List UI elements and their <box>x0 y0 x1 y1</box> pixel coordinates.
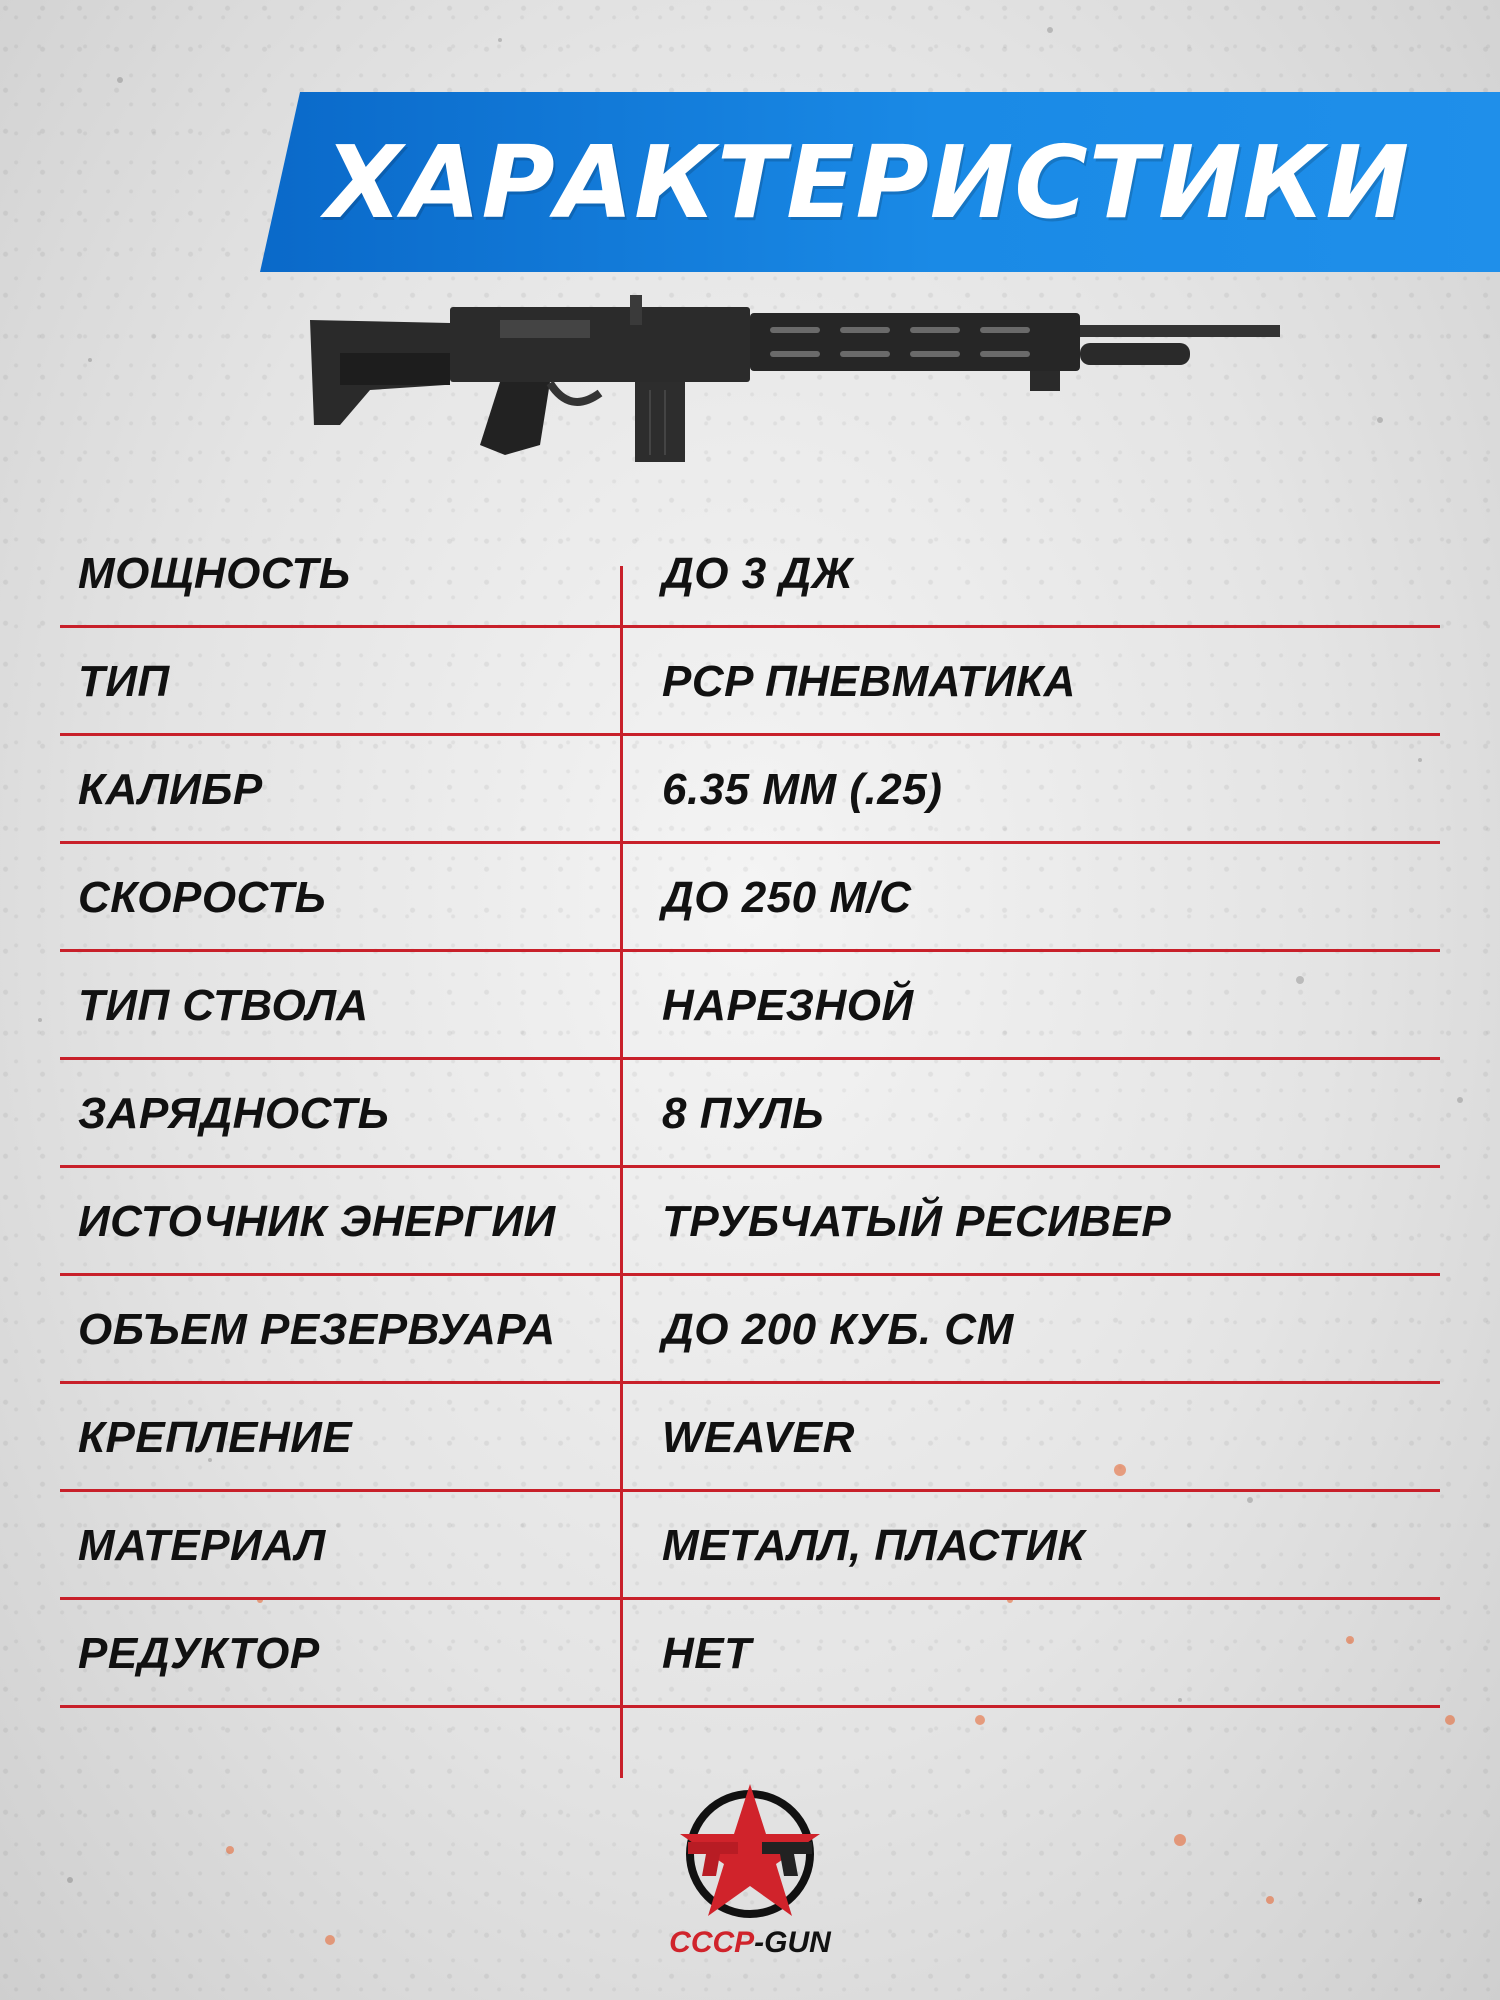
spec-value: 6.35 ММ (.25) <box>662 765 943 814</box>
spec-value: WEAVER <box>662 1413 855 1462</box>
spec-value: PCP ПНЕВМАТИКА <box>662 657 1076 706</box>
spec-value: ДО 200 КУБ. СМ <box>662 1305 1014 1354</box>
spec-label: МАТЕРИАЛ <box>78 1521 326 1570</box>
spec-label: ТИП <box>78 657 170 706</box>
spec-label: МОЩНОСТЬ <box>78 549 351 598</box>
page-title: ХАРАКТЕРИСТИКИ <box>325 124 1411 241</box>
brand-logo-text <box>640 1925 860 1961</box>
spec-label: КРЕПЛЕНИЕ <box>78 1413 353 1462</box>
spec-label: ИСТОЧНИК ЭНЕРГИИ <box>78 1197 556 1246</box>
spec-row-power <box>60 520 1440 628</box>
spec-label: СКОРОСТЬ <box>78 873 327 922</box>
spec-value: НАРЕЗНОЙ <box>662 981 914 1030</box>
spec-label: ЗАРЯДНОСТЬ <box>78 1089 390 1138</box>
spec-row-regulator <box>60 1600 1440 1708</box>
spec-row-type <box>60 628 1440 736</box>
spec-row-tank-volume <box>60 1276 1440 1384</box>
star-pistols-icon <box>668 1782 832 1922</box>
spec-label: ТИП СТВОЛА <box>78 981 369 1030</box>
brand-name-part2: -GUN <box>754 1926 831 1959</box>
spec-row-velocity <box>60 844 1440 952</box>
spec-value: НЕТ <box>662 1629 752 1678</box>
spec-value: 8 ПУЛЬ <box>662 1089 824 1138</box>
spec-row-caliber <box>60 736 1440 844</box>
spec-label: КАЛИБР <box>78 765 263 814</box>
spec-row-barrel-type <box>60 952 1440 1060</box>
spec-row-material <box>60 1492 1440 1600</box>
spec-row-mount <box>60 1384 1440 1492</box>
brand-name-part1: СССР <box>669 1926 755 1959</box>
air-rifle-icon <box>300 295 1290 495</box>
spec-value: ДО 250 М/С <box>662 873 912 922</box>
spec-row-energy-source <box>60 1168 1440 1276</box>
spec-value: ТРУБЧАТЫЙ РЕСИВЕР <box>662 1197 1172 1246</box>
spec-row-capacity <box>60 1060 1440 1168</box>
spec-label: ОБЪЕМ РЕЗЕРВУАРА <box>78 1305 556 1354</box>
spec-label: РЕДУКТОР <box>78 1629 320 1678</box>
spec-value: МЕТАЛЛ, ПЛАСТИК <box>662 1521 1086 1570</box>
row-divider <box>60 1705 1440 1708</box>
spec-value: ДО 3 ДЖ <box>662 549 853 598</box>
